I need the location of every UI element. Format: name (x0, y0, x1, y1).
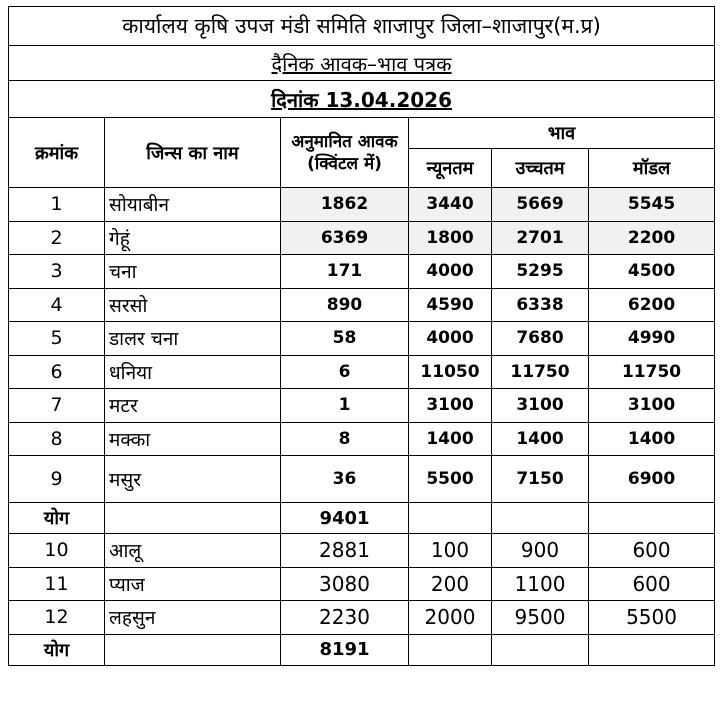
row-max: 3100 (492, 389, 589, 423)
row-modal: 6900 (589, 456, 715, 503)
row-serial: 4 (9, 288, 105, 322)
total-empty-cell (589, 634, 715, 665)
subtitle-row (9, 46, 715, 81)
subtitle-text: दैनिक आवक–भाव पत्रक (271, 51, 452, 76)
header-row-1 (9, 118, 715, 149)
sheet-title: कार्यालय कृषि उपज मंडी समिति शाजापुर जिला–शाजापुर(म.प्र) (9, 7, 715, 46)
mandi-rate-table (8, 6, 715, 666)
row-arrival: 2881 (281, 534, 409, 568)
row-max: 7150 (492, 456, 589, 503)
total-empty-cell (105, 503, 281, 534)
date-text: दिनांक 13.04.2026 (271, 87, 452, 112)
row-max: 5669 (492, 188, 589, 222)
row-arrival: 1862 (281, 188, 409, 222)
total-empty-cell (105, 634, 281, 665)
row-serial: 9 (9, 456, 105, 503)
row-commodity: लहसुन (105, 601, 281, 635)
header-price: भाव (409, 118, 715, 149)
row-min: 5500 (409, 456, 492, 503)
date-row (9, 81, 715, 118)
total-row (9, 634, 715, 665)
total-label: योग (9, 634, 105, 665)
row-max: 1100 (492, 567, 589, 601)
row-modal: 600 (589, 534, 715, 568)
row-modal: 2200 (589, 221, 715, 255)
total-arrival: 8191 (281, 634, 409, 665)
total-empty-cell (589, 503, 715, 534)
row-min: 3440 (409, 188, 492, 222)
row-commodity: डालर चना (105, 322, 281, 356)
header-commodity: जिन्स का नाम (105, 118, 281, 188)
table-row (9, 567, 715, 601)
row-commodity: आलू (105, 534, 281, 568)
row-serial: 2 (9, 221, 105, 255)
total-arrival: 9401 (281, 503, 409, 534)
row-modal: 5545 (589, 188, 715, 222)
row-arrival: 1 (281, 389, 409, 423)
row-serial: 7 (9, 389, 105, 423)
table-row (9, 221, 715, 255)
row-commodity: गेहूं (105, 221, 281, 255)
row-modal: 3100 (589, 389, 715, 423)
row-serial: 5 (9, 322, 105, 356)
sheet-subtitle (9, 46, 715, 81)
title-row (9, 7, 715, 46)
row-modal: 4500 (589, 255, 715, 289)
row-modal: 5500 (589, 601, 715, 635)
row-commodity: चना (105, 255, 281, 289)
row-max: 11750 (492, 355, 589, 389)
row-arrival: 2230 (281, 601, 409, 635)
total-empty-cell (492, 503, 589, 534)
row-serial: 12 (9, 601, 105, 635)
row-min: 2000 (409, 601, 492, 635)
table-row (9, 534, 715, 568)
row-min: 11050 (409, 355, 492, 389)
table-row (9, 389, 715, 423)
row-modal: 600 (589, 567, 715, 601)
total-row (9, 503, 715, 534)
header-modal: मॉडल (589, 149, 715, 188)
table-row (9, 322, 715, 356)
row-commodity: सरसो (105, 288, 281, 322)
row-min: 4000 (409, 255, 492, 289)
row-arrival: 6 (281, 355, 409, 389)
row-serial: 11 (9, 567, 105, 601)
table-row (9, 456, 715, 503)
row-modal: 6200 (589, 288, 715, 322)
row-max: 6338 (492, 288, 589, 322)
row-commodity: मसुर (105, 456, 281, 503)
table-row (9, 355, 715, 389)
row-serial: 6 (9, 355, 105, 389)
row-max: 7680 (492, 322, 589, 356)
row-serial: 3 (9, 255, 105, 289)
row-commodity: मटर (105, 389, 281, 423)
row-min: 3100 (409, 389, 492, 423)
row-arrival: 6369 (281, 221, 409, 255)
sheet-date (9, 81, 715, 118)
row-serial: 1 (9, 188, 105, 222)
row-serial: 8 (9, 422, 105, 456)
table-row (9, 188, 715, 222)
row-modal: 1400 (589, 422, 715, 456)
row-modal: 4990 (589, 322, 715, 356)
total-empty-cell (492, 634, 589, 665)
row-commodity: सोयाबीन (105, 188, 281, 222)
row-modal: 11750 (589, 355, 715, 389)
table-row (9, 422, 715, 456)
table-row (9, 288, 715, 322)
row-commodity: प्याज (105, 567, 281, 601)
row-min: 1400 (409, 422, 492, 456)
row-arrival: 58 (281, 322, 409, 356)
row-max: 5295 (492, 255, 589, 289)
header-max: उच्चतम (492, 149, 589, 188)
row-arrival: 8 (281, 422, 409, 456)
table-row (9, 601, 715, 635)
table-row (9, 255, 715, 289)
row-min: 1800 (409, 221, 492, 255)
header-serial: क्रमांक (9, 118, 105, 188)
row-arrival: 171 (281, 255, 409, 289)
total-empty-cell (409, 634, 492, 665)
header-min: न्यूनतम (409, 149, 492, 188)
row-max: 9500 (492, 601, 589, 635)
row-max: 1400 (492, 422, 589, 456)
row-commodity: मक्का (105, 422, 281, 456)
row-min: 4000 (409, 322, 492, 356)
row-serial: 10 (9, 534, 105, 568)
row-min: 4590 (409, 288, 492, 322)
row-min: 100 (409, 534, 492, 568)
total-label: योग (9, 503, 105, 534)
row-max: 2701 (492, 221, 589, 255)
row-arrival: 3080 (281, 567, 409, 601)
row-max: 900 (492, 534, 589, 568)
row-arrival: 36 (281, 456, 409, 503)
row-min: 200 (409, 567, 492, 601)
row-arrival: 890 (281, 288, 409, 322)
row-commodity: धनिया (105, 355, 281, 389)
header-arrival: अनुमानित आवक (क्विंटल में) (281, 118, 409, 188)
total-empty-cell (409, 503, 492, 534)
